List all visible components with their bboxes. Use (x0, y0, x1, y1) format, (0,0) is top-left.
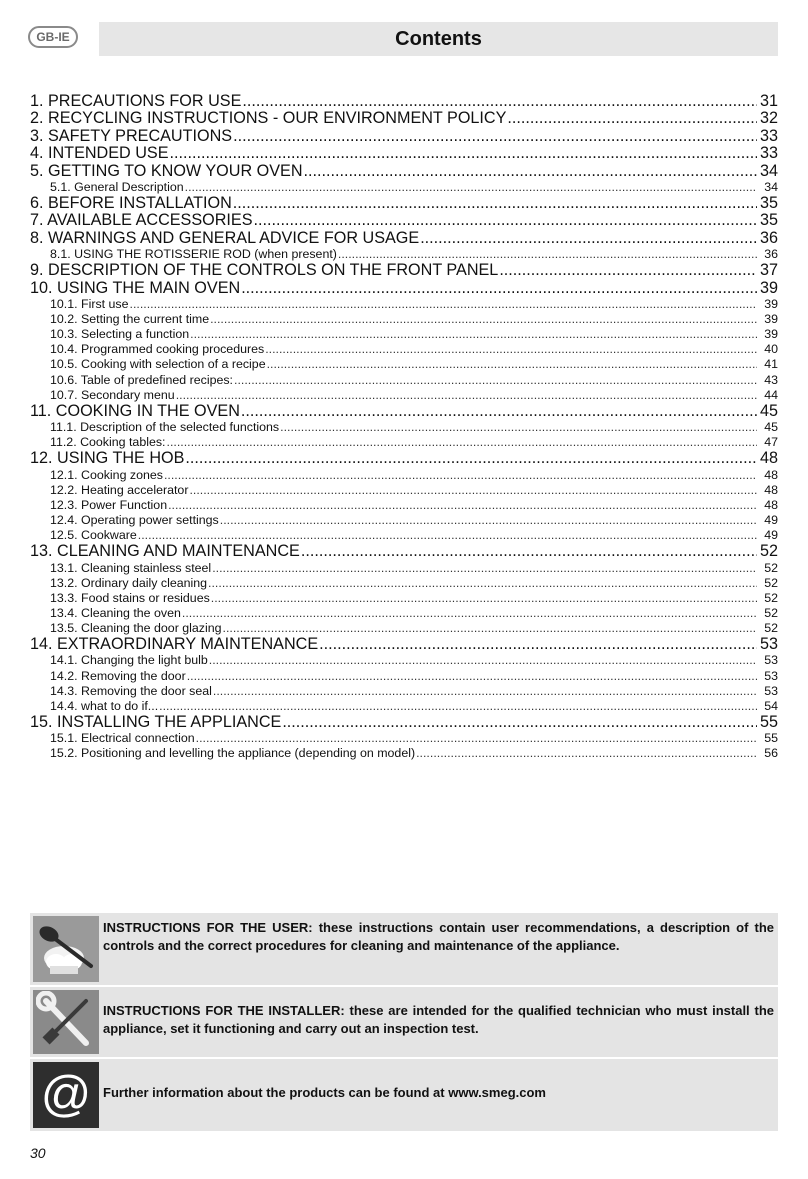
toc-section (30, 373, 778, 388)
toc-leader-dots (185, 180, 757, 195)
toc-entry-page: 48 (764, 467, 778, 482)
toc-section (30, 297, 778, 312)
toc-leader-dots (416, 746, 757, 761)
toc-leader-dots (209, 653, 757, 668)
toc-entry-page: 49 (764, 528, 778, 543)
toc-entry-title: 14.1. Changing the light bulb (50, 653, 208, 668)
toc-section (30, 498, 778, 513)
toc-entry-page: 35 (759, 212, 778, 230)
toc-entry-title: 13.1. Cleaning stainless steel (50, 560, 212, 575)
toc-entry-title: 11.1. Description of the selected functions (50, 420, 280, 435)
toc-entry-page: 36 (764, 247, 778, 262)
toc-entry-page: 48 (759, 450, 778, 468)
toc-entry-page: 48 (764, 482, 778, 497)
toc-section (30, 669, 778, 684)
toc-leader-dots (241, 280, 757, 297)
toc-entry-title: 13.5. Cleaning the door glazing (50, 620, 222, 635)
toc-entry-title: 12. USING THE HOB (30, 450, 185, 468)
toc-leader-dots (196, 731, 757, 746)
toc-leader-dots (130, 297, 757, 312)
toc-leader-dots (319, 636, 757, 653)
toc-entry-page: 55 (764, 731, 778, 746)
user-instructions-text: INSTRUCTIONS FOR THE USER: these instructions contain user recommendations, a description of the controls and the correct procedures for cleaning and maintenance of the appliance. (103, 920, 774, 953)
toc-entry-title: 10.3. Selecting a function (50, 327, 190, 342)
toc-chapter (30, 128, 778, 145)
toc-entry-page: 55 (759, 713, 778, 731)
toc-entry-page: 53 (764, 668, 778, 683)
toc-chapter (30, 163, 778, 180)
toc-entry-page: 43 (764, 372, 778, 387)
installer-instructions-text: INSTRUCTIONS FOR THE INSTALLER: these are intended for the qualified technician who must install the appliance, set it functioning and carry out an inspection test. (103, 1003, 774, 1036)
toc-entry-title: 15.2. Positioning and levelling the appliance (depending on model) (50, 746, 416, 761)
toc-entry-title: 9. DESCRIPTION OF THE CONTROLS ON THE FRONT PANEL (30, 262, 499, 280)
toc-leader-dots (242, 93, 757, 110)
toc-section (30, 388, 778, 403)
toc-leader-dots (213, 684, 757, 699)
toc-chapter (30, 714, 778, 731)
toc-chapter (30, 212, 778, 229)
toc-leader-dots (499, 262, 757, 279)
toc-entry-title: 13.4. Cleaning the oven (50, 605, 181, 620)
wrench-screwdriver-icon (33, 990, 99, 1054)
toc-section (30, 684, 778, 699)
toc-leader-dots (304, 163, 757, 180)
toc-entry-title: 13.3. Food stains or residues (50, 590, 210, 605)
toc-section (30, 342, 778, 357)
toc-entry-title: 14.3. Removing the door seal (50, 683, 212, 698)
toc-entry-page: 34 (764, 179, 778, 194)
toc-leader-dots (241, 403, 757, 420)
toc-entry-page: 33 (759, 145, 778, 163)
toc-entry-title: 10.5. Cooking with selection of a recipe (50, 357, 266, 372)
page-title: Contents (99, 22, 778, 56)
toc-section (30, 435, 778, 450)
toc-entry-page: 34 (759, 162, 778, 180)
toc-chapter (30, 195, 778, 212)
toc-leader-dots (280, 420, 757, 435)
toc-entry-page: 45 (759, 402, 778, 420)
toc-chapter (30, 636, 778, 653)
toc-entry-page: 35 (759, 195, 778, 213)
toc-leader-dots (185, 450, 757, 467)
toc-chapter (30, 450, 778, 467)
toc-chapter (30, 280, 778, 297)
toc-entry-title: 12.1. Cooking zones (50, 467, 163, 482)
toc-leader-dots (164, 468, 757, 483)
toc-chapter (30, 230, 778, 247)
toc-entry-title: 10.6. Table of predefined recipes: (50, 372, 234, 387)
toc-entry-page: 33 (759, 127, 778, 145)
toc-leader-dots (208, 576, 757, 591)
toc-section (30, 513, 778, 528)
toc-leader-dots (189, 483, 757, 498)
toc-entry-title: 14.4. what to do if... (50, 698, 159, 713)
toc-entry-title: 10.7. Secondary menu (50, 387, 175, 402)
toc-leader-dots (212, 561, 757, 576)
toc-entry-title: 11.2. Cooking tables: (50, 435, 166, 450)
toc-entry-page: 53 (764, 653, 778, 668)
toc-entry-title: 10.4. Programmed cooking procedures (50, 342, 265, 357)
toc-entry-page: 48 (764, 497, 778, 512)
page-number: 30 (30, 1145, 46, 1161)
toc-entry-title: 14.2. Removing the door (50, 668, 186, 683)
toc-entry-page: 39 (764, 312, 778, 327)
toc-leader-dots (265, 342, 757, 357)
toc-entry-page: 41 (764, 357, 778, 372)
toc-section (30, 483, 778, 498)
toc-entry-page: 54 (764, 698, 778, 713)
toc-leader-dots (254, 212, 757, 229)
toc-leader-dots (210, 312, 757, 327)
toc-entry-page: 39 (764, 297, 778, 312)
user-instructions-box (30, 913, 778, 985)
toc-section (30, 468, 778, 483)
at-sign-icon (33, 1062, 99, 1128)
toc-section (30, 591, 778, 606)
toc-entry-page: 36 (759, 229, 778, 247)
toc-section (30, 699, 778, 714)
toc-entry-title: 14. EXTRAORDINARY MAINTENANCE (30, 636, 319, 654)
toc-entry-page: 31 (759, 93, 778, 110)
toc-entry-page: 39 (759, 279, 778, 297)
toc-section (30, 731, 778, 746)
toc-entry-page: 53 (764, 683, 778, 698)
toc-leader-dots (167, 435, 758, 450)
toc-leader-dots (420, 230, 757, 247)
toc-section (30, 327, 778, 342)
toc-entry-title: 10.1. First use (50, 297, 129, 312)
toc-leader-dots (338, 247, 757, 262)
toc-entry-title: 12.5. Cookware (50, 528, 137, 543)
toc-section (30, 420, 778, 435)
toc-chapter (30, 145, 778, 162)
toc-entry-page: 32 (759, 110, 778, 128)
toc-entry-page: 56 (764, 746, 778, 761)
toc-entry-page: 39 (764, 327, 778, 342)
toc-leader-dots (168, 498, 757, 513)
toc-entry-title: 10. USING THE MAIN OVEN (30, 279, 241, 297)
toc-entry-page: 53 (759, 636, 778, 654)
toc-chapter (30, 93, 778, 110)
toc-entry-title: 13.2. Ordinary daily cleaning (50, 575, 208, 590)
toc-entry-title: 12.2. Heating accelerator (50, 482, 189, 497)
toc-entry-title: 12.4. Operating power settings (50, 513, 219, 527)
toc-entry-page: 40 (764, 342, 778, 357)
toc-section (30, 746, 778, 761)
toc-section (30, 180, 778, 195)
toc-entry-page: 47 (764, 435, 778, 450)
toc-leader-dots (187, 669, 757, 684)
toc-chapter (30, 543, 778, 560)
toc-leader-dots (233, 128, 757, 145)
toc-entry-title: 3. SAFETY PRECAUTIONS (30, 127, 233, 145)
toc-chapter (30, 403, 778, 420)
toc-leader-dots (170, 145, 757, 162)
toc-entry-title: 10.2. Setting the current time (50, 312, 210, 327)
toc-leader-dots (176, 388, 757, 403)
toc-leader-dots (234, 373, 757, 388)
toc-entry-title: 5.1. General Description (50, 179, 184, 194)
toc-leader-dots (507, 110, 757, 127)
toc-entry-title: 5. GETTING TO KNOW YOUR OVEN (30, 162, 303, 180)
page-header (24, 18, 778, 56)
toc-entry-page: 52 (759, 543, 778, 561)
svg-text:@: @ (40, 1066, 92, 1122)
toc-entry-page: 52 (764, 575, 778, 590)
toc-section (30, 576, 778, 591)
toc-section (30, 357, 778, 372)
toc-leader-dots (267, 357, 757, 372)
toc-entry-title: 11. COOKING IN THE OVEN (30, 402, 240, 420)
toc-section (30, 606, 778, 621)
toc-entry-title: 13. CLEANING AND MAINTENANCE (30, 543, 300, 561)
toc-chapter (30, 110, 778, 127)
toc-entry-page: 52 (764, 620, 778, 635)
toc-section (30, 561, 778, 576)
toc-entry-title: 12.3. Power Function (50, 497, 168, 512)
toc-section (30, 653, 778, 668)
table-of-contents (30, 93, 778, 761)
toc-leader-dots (223, 621, 757, 636)
toc-entry-page: 49 (764, 513, 778, 527)
toc-section (30, 312, 778, 327)
toc-leader-dots (282, 714, 757, 731)
toc-entry-page: 37 (759, 262, 778, 280)
language-badge: GB-IE (28, 26, 78, 48)
toc-leader-dots (233, 195, 757, 212)
further-info-text: Further information about the products can be found at www.smeg.com (103, 1085, 546, 1100)
toc-leader-dots (220, 513, 757, 528)
toc-entry-title: 8.1. USING THE ROTISSERIE ROD (when present) (50, 247, 337, 262)
toc-entry-page: 52 (764, 560, 778, 575)
toc-entry-title: 2. RECYCLING INSTRUCTIONS - OUR ENVIRONMENT POLICY (30, 110, 507, 128)
toc-entry-title: 15.1. Electrical connection (50, 731, 195, 746)
toc-entry-title: 15. INSTALLING THE APPLIANCE (30, 713, 282, 731)
toc-section (30, 247, 778, 262)
toc-entry-page: 52 (764, 605, 778, 620)
toc-section (30, 621, 778, 636)
toc-entry-title: 1. PRECAUTIONS FOR USE (30, 93, 242, 110)
toc-leader-dots (190, 327, 757, 342)
chef-spoon-icon (33, 916, 99, 982)
toc-entry-title: 6. BEFORE INSTALLATION (30, 195, 232, 213)
toc-entry-page: 44 (764, 387, 778, 402)
toc-leader-dots (211, 591, 757, 606)
toc-chapter (30, 262, 778, 279)
toc-entry-title: 7. AVAILABLE ACCESSORIES (30, 212, 253, 230)
toc-entry-title: 4. INTENDED USE (30, 145, 169, 163)
further-info-box (30, 1059, 778, 1131)
toc-leader-dots (301, 543, 757, 560)
toc-entry-page: 52 (764, 590, 778, 605)
toc-leader-dots (182, 606, 757, 621)
toc-entry-page: 45 (764, 420, 778, 435)
toc-leader-dots (159, 699, 757, 714)
toc-leader-dots (138, 528, 757, 543)
toc-section (30, 528, 778, 543)
toc-entry-title: 8. WARNINGS AND GENERAL ADVICE FOR USAGE (30, 229, 420, 247)
installer-instructions-box (30, 987, 778, 1057)
